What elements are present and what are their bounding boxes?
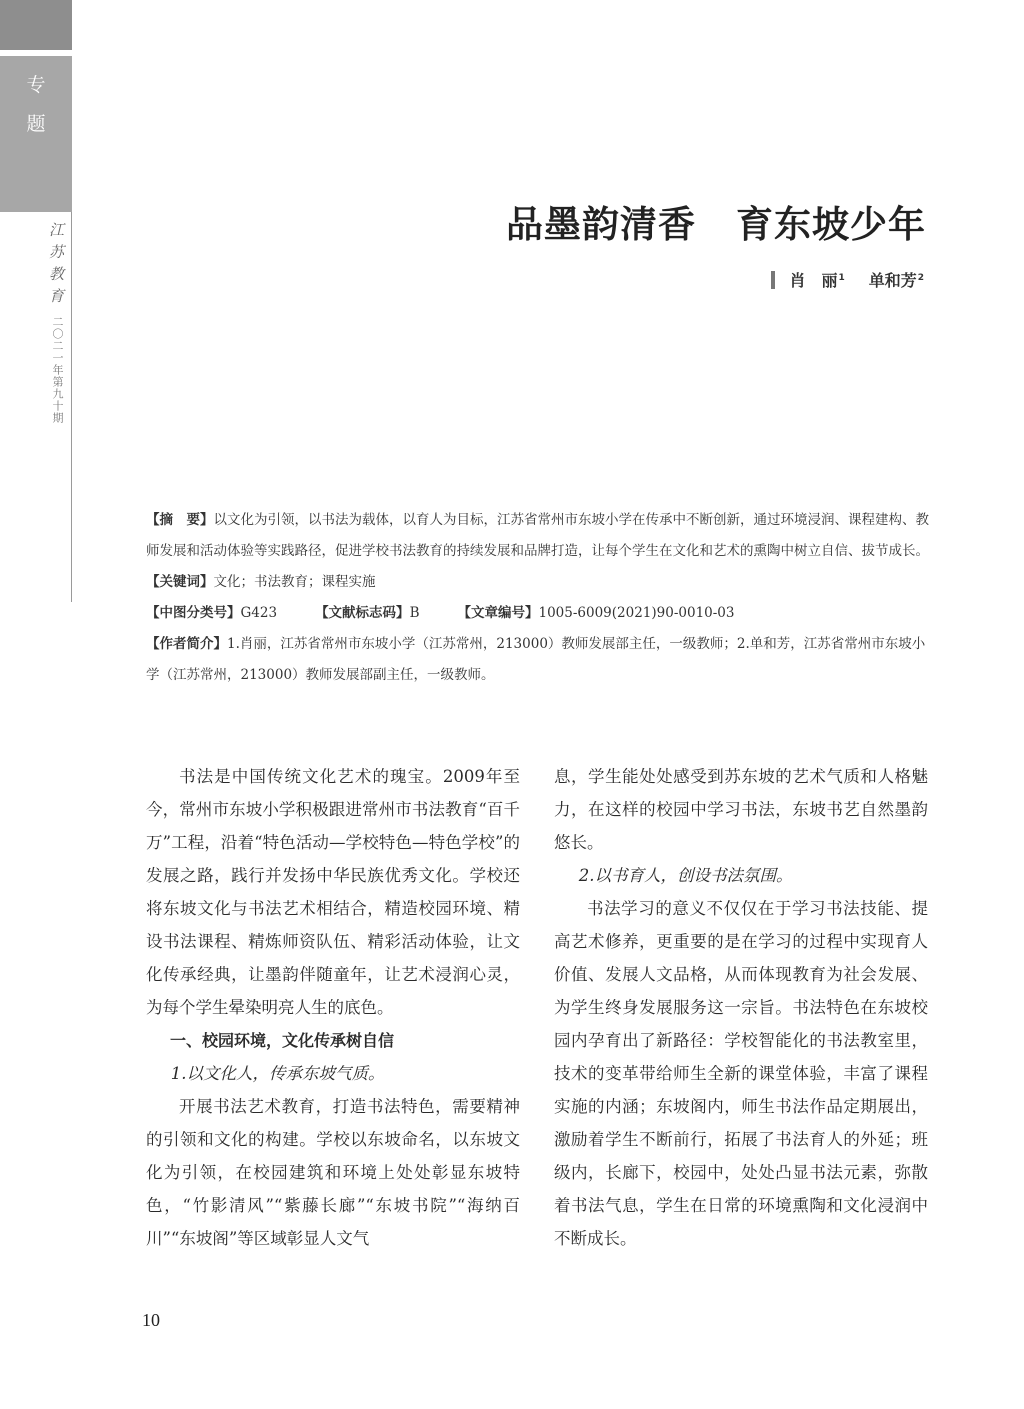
abstract-label: 【摘 要】 <box>146 512 214 528</box>
body-column-right <box>554 760 928 1255</box>
abstract <box>146 505 932 567</box>
article-no-value: 1005-6009(2021)90-0010-03 <box>538 605 735 621</box>
issue-label: 二〇二一年第九十期 <box>51 316 64 424</box>
section-label-char1: 专 <box>26 74 46 96</box>
section-tab <box>0 56 72 212</box>
paragraph-culture: 开展书法艺术教育，打造书法特色，需要精神的引领和文化的构建。学校以东坡命名，以东坡文化为引领，在校园建筑和环境上处处彰显东坡特色，“竹影清风”“紫藤长廊”“东坡书院”“海纳百川”“东坡阁”等区域彰显人文气 <box>146 1097 520 1248</box>
author-info-text: 1.肖丽，江苏省常州市东坡小学（江苏常州，213000）教师发展部主任，一级教师；2.单和芳，江苏省常州市东坡小学（江苏常州，213000）教师发展部副主任，一级教师。 <box>146 636 926 683</box>
subheading-2: 2.以书育人，创设书法氛围。 <box>578 866 793 885</box>
body-column-left <box>146 760 520 1255</box>
sidebar-divider <box>71 212 72 602</box>
title-part2: 育东坡少年 <box>736 203 926 246</box>
article-title <box>506 194 926 248</box>
title-part1: 品墨韵清香 <box>506 203 696 246</box>
abstract-text: 以文化为引领，以书法为载体，以育人为目标，江苏省常州市东坡小学在传承中不断创新，通过环境浸润、课程建构、教师发展和活动体验等实践路径，促进学校书法教育的持续发展和品牌打造，让每个学生在文化和艺术的熏陶中树立自信、拔节成长。 <box>146 512 929 559</box>
section-label-char2: 题 <box>26 113 46 135</box>
author-info <box>146 629 932 691</box>
author1-sup: 1 <box>838 272 845 283</box>
paragraph-culture-continued: 息，学生能处处感受到苏东坡的艺术气质和人格魅力，在这样的校园中学习书法，东坡书艺自然墨韵悠长。 <box>554 767 928 852</box>
author1: 肖 丽 <box>789 271 838 290</box>
doc-code-value: B <box>409 605 420 621</box>
classification-line <box>146 598 932 629</box>
section-heading-1: 一、校园环境，文化传承树自信 <box>170 1031 395 1050</box>
authors-line <box>771 268 924 291</box>
keywords <box>146 567 932 598</box>
author2: 单和芳 <box>868 271 917 290</box>
author2-sup: 2 <box>917 272 924 283</box>
doc-code-label: 【文献标志码】 <box>315 605 410 621</box>
page-number: 10 <box>142 1310 160 1330</box>
clc-value: G423 <box>240 605 278 621</box>
author-info-label: 【作者简介】 <box>146 636 227 652</box>
top-gray-strip <box>0 0 72 50</box>
journal-name: 江苏教育 <box>47 222 65 310</box>
article-no-label: 【文章编号】 <box>457 605 539 621</box>
clc-label: 【中图分类号】 <box>146 605 241 621</box>
keywords-label: 【关键词】 <box>146 574 214 590</box>
keywords-text: 文化；书法教育；课程实施 <box>213 574 376 590</box>
author-bar-marker <box>771 271 775 289</box>
subheading-1: 1.以文化人，传承东坡气质。 <box>170 1064 385 1083</box>
paragraph-intro: 书法是中国传统文化艺术的瑰宝。2009年至今，常州市东坡小学积极跟进常州市书法教育“百千万”工程，沿着“特色活动—学校特色—特色学校”的发展之路，践行并发扬中华民族优秀文化。学校还将东坡文化与书法艺术相结合，精造校园环境、精设书法课程、精炼师资队伍、精彩活动体验，让文化传承经典，让墨韵伴随童年，让艺术浸润心灵，为每个学生晕染明亮人生的底色。 <box>146 767 520 1017</box>
paragraph-calligraphy: 书法学习的意义不仅仅在于学习书法技能、提高艺术修养，更重要的是在学习的过程中实现育人价值、发展人文品格，从而体现教育为社会发展、为学生终身发展服务这一宗旨。书法特色在东坡校园内孕育出了新路径：学校智能化的书法教室里，技术的变革带给师生全新的课堂体验，丰富了课程实施的内涵；东坡阁内，师生书法作品定期展出，激励着学生不断前行，拓展了书法育人的外延；班级内，长廊下，校园中，处处凸显书法元素，弥散着书法气息，学生在日常的环境熏陶和文化浸润中不断成长。 <box>554 899 928 1248</box>
article-metadata <box>146 505 932 691</box>
